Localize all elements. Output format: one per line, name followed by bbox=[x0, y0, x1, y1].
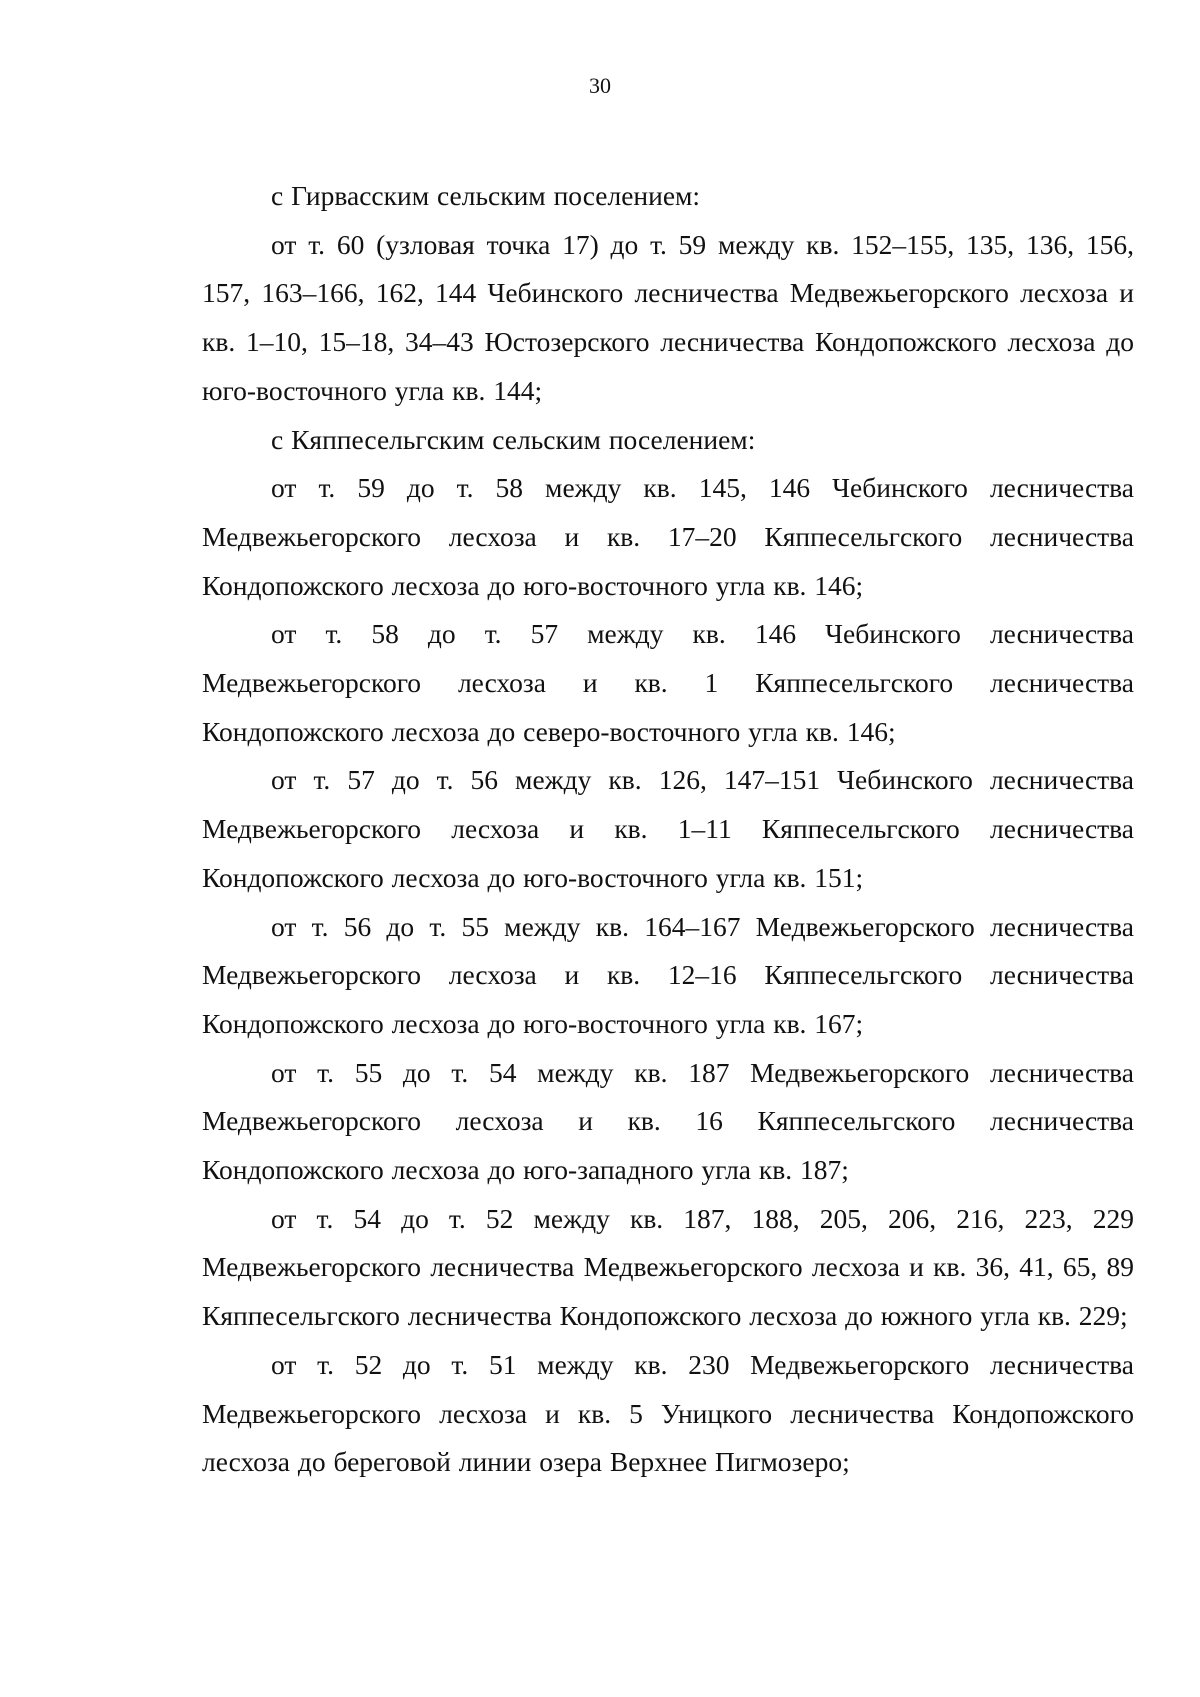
paragraph-boundary-55-54: от т. 55 до т. 54 между кв. 187 Медвежьегорского лесничества Медвежьегорского лесхоза и кв. 16 Кяппесельгского лесничества Кондопожского лесхоза до юго-западного угла кв. 187; bbox=[202, 1056, 1134, 1186]
paragraph-boundary-58-57: от т. 58 до т. 57 между кв. 146 Чебинского лесничества Медвежьегорского лесхоза и кв. 1 Кяппесельгского лесничества Кондопожского лесхоза до северо-восточного угла кв. 146; bbox=[202, 618, 1134, 747]
paragraph-kyappeselga-heading: с Кяппесельгским сельским поселением: bbox=[271, 423, 756, 455]
paragraph-boundary-56-55: от т. 56 до т. 55 между кв. 164–167 Медвежьегорского лесничества Медвежьегорского лесхоза и кв. 12–16 Кяппесельгского лесничества Кондопожского лесхоза до юго-восточного угла кв. 167; bbox=[202, 910, 1134, 1039]
paragraph-boundary-52-51: от т. 52 до т. 51 между кв. 230 Медвежьегорского лесничества Медвежьегорского лесхоза и кв. 5 Уницкого лесничества Кондопожского лесхоза до береговой линии озера Верхнее Пигмозеро; bbox=[202, 1348, 1134, 1478]
paragraph-boundary-60-59: от т. 60 (узловая точка 17) до т. 59 между кв. 152–155, 135, 136, 156, 157, 163–166, 162, 144 Чебинского лесничества Медвежьегорского лесхоза и кв. 1–10, 15–18, 34–43 Юстозерского лесничества Кондопожского лесхоза до юго-восточного угла кв. 144; bbox=[202, 228, 1134, 406]
paragraph-boundary-59-58: от т. 59 до т. 58 между кв. 145, 146 Чебинского лесничества Медвежьегорского лесхоза и кв. 17–20 Кяппесельгского лесничества Кондопожского лесхоза до юго-восточного угла кв. 146; bbox=[202, 472, 1134, 601]
document-body bbox=[202, 172, 1134, 1487]
page-number: 30 bbox=[589, 73, 611, 98]
paragraph-boundary-54-52: от т. 54 до т. 52 между кв. 187, 188, 205, 206, 216, 223, 229 Медвежьегорского лесничества Медвежьегорского лесхоза и кв. 36, 41, 65, 89 Кяппесельгского лесничества Кондопожского лесхоза до южного угла кв. 229; bbox=[202, 1202, 1134, 1332]
paragraph-girvas-heading: с Гирвасским сельским поселением: bbox=[271, 180, 701, 211]
paragraph-boundary-57-56: от т. 57 до т. 56 между кв. 126, 147–151 Чебинского лесничества Медвежьегорского лесхоза и кв. 1–11 Кяппесельгского лесничества Кондопожского лесхоза до юго-восточного угла кв. 151; bbox=[202, 764, 1134, 893]
